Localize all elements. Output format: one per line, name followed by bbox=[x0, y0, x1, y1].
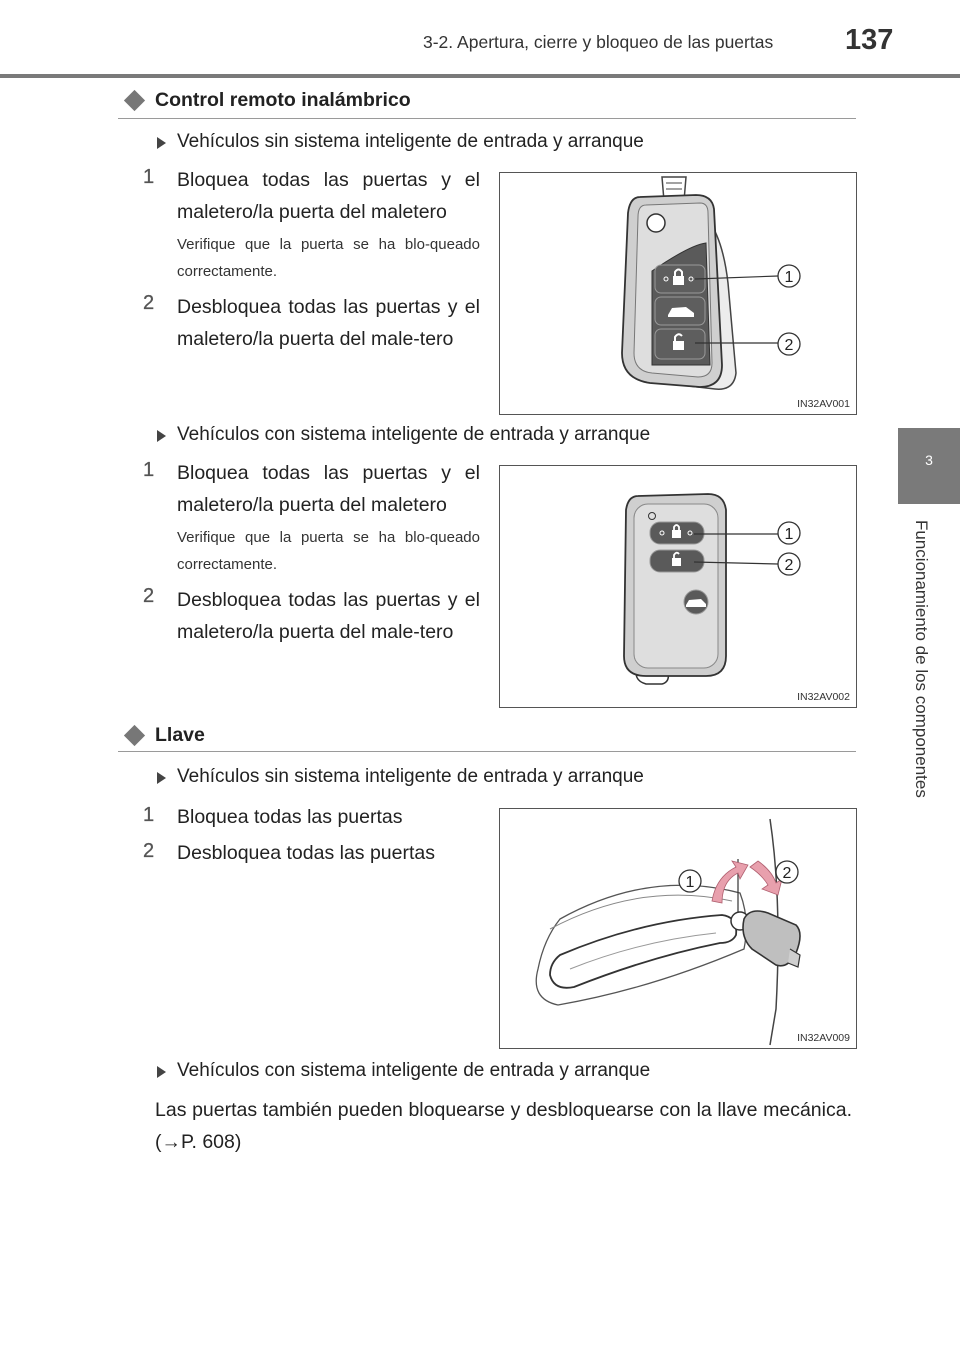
condition-triangle-icon bbox=[157, 772, 166, 784]
callout-2-label: 2 bbox=[784, 337, 794, 354]
header-rule bbox=[0, 74, 960, 78]
item-number: 2 bbox=[143, 585, 155, 607]
callout-2-label: 2 bbox=[782, 865, 792, 882]
section-bullet-icon bbox=[124, 725, 145, 746]
condition-heading: Vehículos con sistema inteligente de entrada y arranque bbox=[177, 1060, 651, 1081]
condition-heading: Vehículos sin sistema inteligente de entrada y arranque bbox=[177, 131, 644, 152]
item-text: Desbloquea todas las puertas y el maletero/la puerta del male-tero bbox=[177, 296, 480, 350]
item-number: 2 bbox=[143, 292, 155, 314]
callout-2-label: 2 bbox=[784, 557, 794, 574]
chapter-tab bbox=[898, 428, 960, 504]
item-text: Desbloquea todas las puertas y el maletero/la puerta del male-tero bbox=[177, 589, 480, 643]
item-text: Bloquea todas las puertas y el maletero/la puerta del maletero bbox=[177, 462, 480, 516]
condition-heading: Vehículos con sistema inteligente de entrada y arranque bbox=[177, 424, 651, 445]
lock-direction-arrow-icon bbox=[712, 861, 748, 903]
figure-code: IN32AV009 bbox=[797, 1032, 850, 1044]
callout-1-label: 1 bbox=[784, 526, 794, 543]
item-note: Verifique que la puerta se ha blo-queado correctamente. bbox=[177, 529, 480, 573]
item-number: 1 bbox=[143, 459, 155, 481]
body-paragraph: Las puertas también pueden bloquearse y desbloquearse con la llave mecánica. (→P. 608) bbox=[155, 1099, 852, 1153]
chapter-number: 3 bbox=[925, 452, 933, 468]
condition-heading: Vehículos sin sistema inteligente de entrada y arranque bbox=[177, 766, 644, 787]
item-text: Desbloquea todas las puertas bbox=[177, 842, 436, 864]
section-bullet-icon bbox=[124, 90, 145, 111]
item-note: Verifique que la puerta se ha blo-queado correctamente. bbox=[177, 236, 480, 280]
figure-code: IN32AV002 bbox=[797, 691, 850, 703]
flip-key-illustration bbox=[500, 173, 856, 414]
door-handle-illustration bbox=[500, 809, 856, 1048]
callout-1-label: 1 bbox=[685, 874, 695, 891]
item-number: 1 bbox=[143, 804, 155, 826]
condition-triangle-icon bbox=[157, 1066, 166, 1078]
item-number: 1 bbox=[143, 166, 155, 188]
condition-triangle-icon bbox=[157, 430, 166, 442]
figure-smart-key bbox=[499, 465, 857, 708]
figure-mechanical-key-door bbox=[499, 808, 857, 1049]
figure-flip-key-remote bbox=[499, 172, 857, 415]
page-number: 137 bbox=[845, 24, 894, 56]
running-header-section: 3-2. Apertura, cierre y bloqueo de las puertas bbox=[423, 32, 774, 52]
chapter-title-vertical: Funcionamiento de los componentes bbox=[912, 520, 931, 798]
section-heading: Control remoto inalámbrico bbox=[155, 89, 411, 111]
item-number: 2 bbox=[143, 840, 155, 862]
condition-triangle-icon bbox=[157, 137, 166, 149]
section-heading: Llave bbox=[155, 724, 205, 746]
item-text: Bloquea todas las puertas bbox=[177, 806, 403, 828]
section-rule bbox=[118, 118, 856, 119]
smart-key-illustration bbox=[500, 466, 856, 707]
callout-1-label: 1 bbox=[784, 269, 794, 286]
section-rule bbox=[118, 751, 856, 752]
item-text: Bloquea todas las puertas y el maletero/la puerta del maletero bbox=[177, 169, 480, 223]
figure-code: IN32AV001 bbox=[797, 398, 850, 410]
